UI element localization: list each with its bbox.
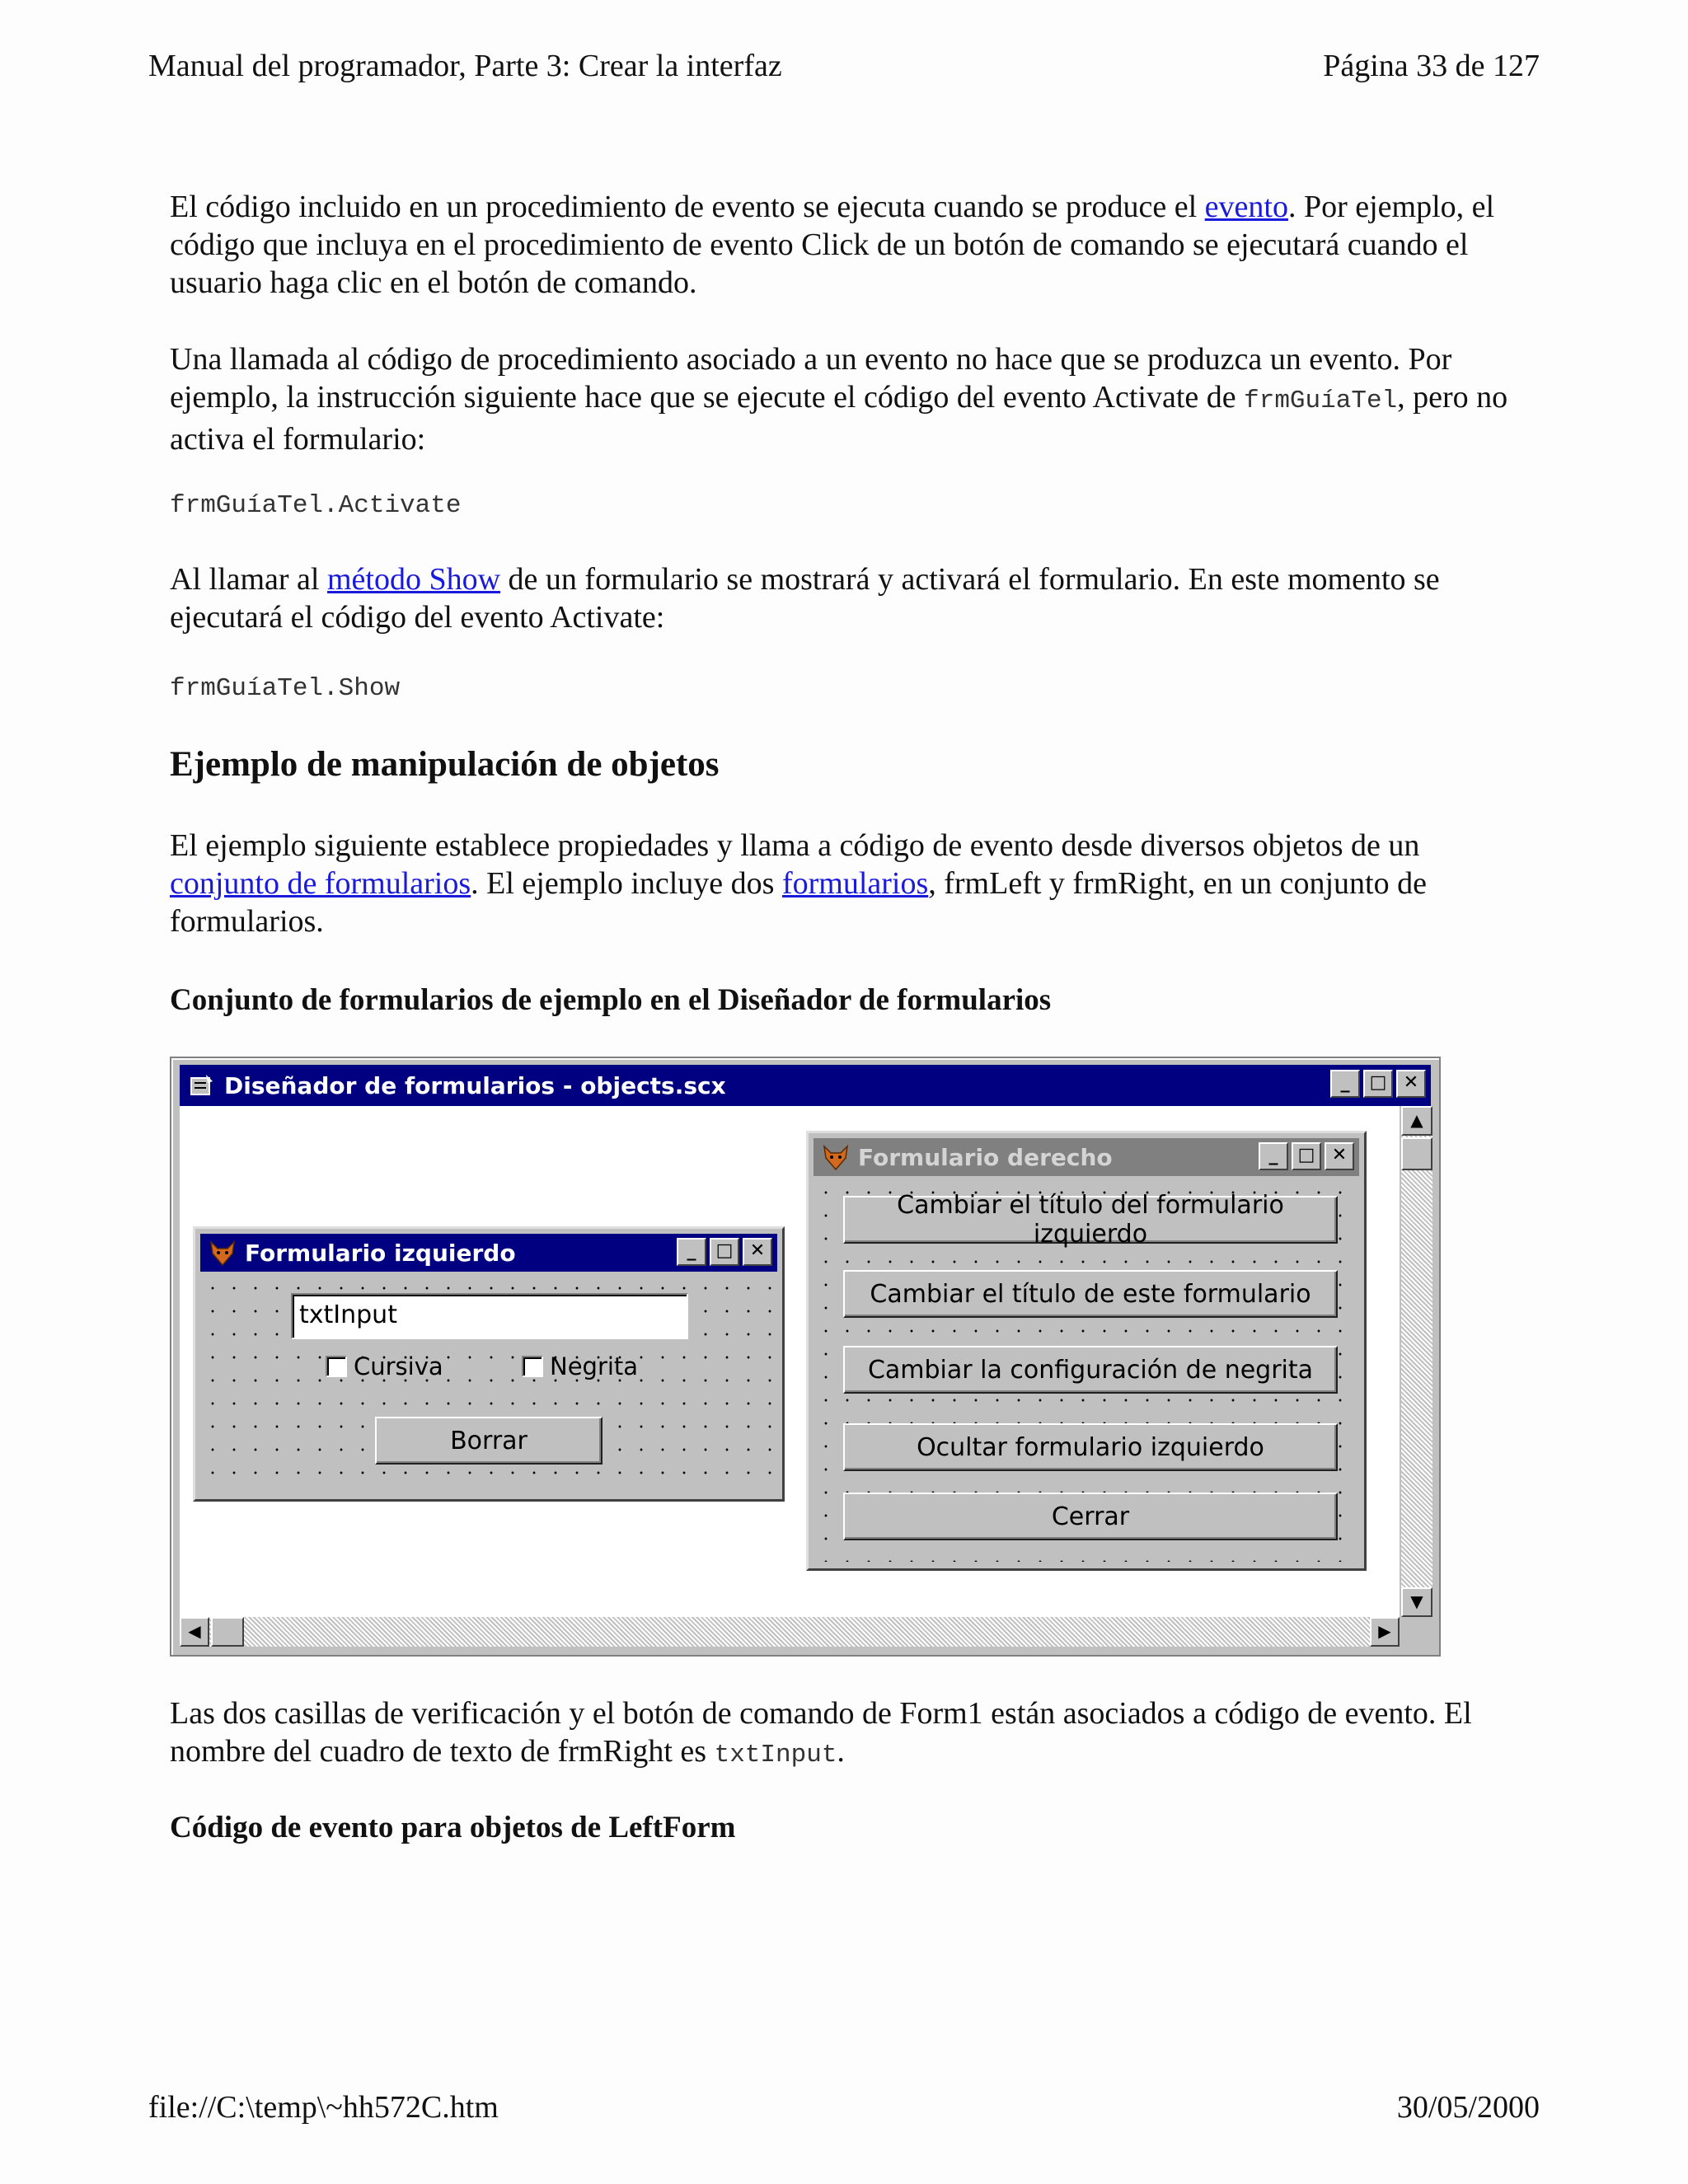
- horizontal-scrollbar[interactable]: [180, 1617, 1400, 1647]
- paragraph-event-code: [170, 188, 1530, 302]
- text: El ejemplo siguiente establece propiedades y llama a código de evento desde diversos objetos de un: [170, 828, 1420, 863]
- text: de un formulario se mostrará y activará el formulario. En este momento se ejecutará el código del evento Activate:: [170, 562, 1440, 635]
- paragraph-call-procedure: [170, 340, 1530, 458]
- minimize-icon[interactable]: _: [1259, 1142, 1288, 1170]
- vertical-scrollbar[interactable]: [1401, 1106, 1432, 1617]
- scroll-left-icon[interactable]: ◀: [180, 1617, 209, 1647]
- checkbox-label: Negrita: [550, 1352, 639, 1380]
- size-grip[interactable]: [1401, 1617, 1432, 1647]
- link-conjunto-formularios[interactable]: conjunto de formularios: [170, 866, 471, 901]
- paragraph-show-method: [170, 560, 1530, 636]
- text: . Por ejemplo, el código que incluya en el procedimiento de evento Click de un botón de comando se ejecutará cuando el usuario haga clic en el botón de comando.: [170, 190, 1495, 300]
- link-evento[interactable]: evento: [1204, 190, 1288, 224]
- change-bold-button[interactable]: Cambiar la configuración de negrita: [843, 1346, 1338, 1394]
- right-form-titlebar: [814, 1138, 1359, 1176]
- txtinput-textbox[interactable]: txtInput: [291, 1293, 688, 1339]
- code-activate: frmGuíaTel.Activate: [170, 491, 462, 520]
- left-form-titlebar: [200, 1234, 777, 1272]
- right-form-title: Formulario derecho: [858, 1143, 1113, 1171]
- change-this-title-button[interactable]: Cambiar el título de este formulario: [843, 1270, 1338, 1318]
- section-heading: Ejemplo de manipulación de objetos: [170, 745, 720, 784]
- section-subheading: Código de evento para objetos de LeftForm: [170, 1811, 736, 1844]
- change-left-title-button[interactable]: Cambiar el título del formulario izquierdo: [843, 1196, 1338, 1244]
- left-form[interactable]: [193, 1226, 785, 1502]
- inline-code: txtInput: [714, 1741, 837, 1769]
- text: , frmLeft y frmRight, en un conjunto de formularios.: [170, 866, 1427, 939]
- form-designer-window: [170, 1057, 1441, 1657]
- checkbox-box[interactable]: [522, 1356, 543, 1377]
- fox-icon: [209, 1239, 237, 1267]
- minimize-icon[interactable]: _: [677, 1238, 706, 1266]
- link-formularios[interactable]: formularios: [781, 866, 929, 901]
- page-number: Página 33 de 127: [1323, 49, 1540, 83]
- maximize-icon[interactable]: □: [710, 1238, 739, 1266]
- left-form-title: Formulario izquierdo: [245, 1239, 516, 1267]
- text: .: [837, 1734, 845, 1769]
- scroll-thumb-h[interactable]: [211, 1617, 244, 1647]
- minimize-icon[interactable]: _: [1330, 1070, 1360, 1098]
- checkbox-label: Cursiva: [354, 1352, 443, 1380]
- text: El código incluido en un procedimiento de evento se ejecuta cuando se produce el: [170, 190, 1205, 224]
- designer-titlebar: [180, 1065, 1431, 1106]
- text: Al llamar al: [170, 562, 327, 597]
- maximize-icon[interactable]: □: [1292, 1142, 1321, 1170]
- text: Una llamada al código de procedimiento asociado a un evento no hace que se produzca un evento. Por ejemplo, la instrucción siguiente hace que se ejecute el código del evento Activate de: [170, 342, 1452, 415]
- right-form[interactable]: [806, 1131, 1367, 1571]
- borrar-button[interactable]: Borrar: [375, 1417, 603, 1465]
- text: Las dos casillas de verificación y el botón de comando de Form1 están asociados a código de evento. El nombre del cuadro de texto de frmRight es: [170, 1696, 1472, 1769]
- code-show: frmGuíaTel.Show: [170, 674, 401, 703]
- scroll-thumb[interactable]: [1401, 1137, 1432, 1170]
- paragraph-example: [170, 827, 1530, 940]
- page-footer-date: 30/05/2000: [1396, 2090, 1540, 2125]
- page-footer-path: file://C:\temp\~hh572C.htm: [148, 2090, 499, 2125]
- maximize-icon[interactable]: □: [1363, 1070, 1393, 1098]
- close-icon[interactable]: ✕: [743, 1238, 772, 1266]
- text: , pero no activa el formulario:: [170, 380, 1508, 457]
- page-header-title: Manual del programador, Parte 3: Crear la interfaz: [148, 49, 782, 83]
- text: . El ejemplo incluye dos: [471, 866, 782, 901]
- figure-heading: Conjunto de formularios de ejemplo en el Diseñador de formularios: [170, 983, 1052, 1017]
- negrita-checkbox[interactable]: [522, 1352, 638, 1380]
- close-button[interactable]: Cerrar: [843, 1493, 1338, 1540]
- cursiva-checkbox[interactable]: [326, 1352, 443, 1380]
- designer-title: Diseñador de formularios - objects.scx: [224, 1071, 726, 1099]
- scroll-up-icon[interactable]: ▲: [1401, 1106, 1432, 1136]
- link-metodo-show[interactable]: método Show: [326, 562, 501, 597]
- close-icon[interactable]: ✕: [1325, 1142, 1354, 1170]
- inline-code: frmGuíaTel: [1244, 387, 1398, 415]
- scroll-down-icon[interactable]: ▼: [1401, 1587, 1432, 1617]
- paragraph-form1-events: [170, 1694, 1530, 1774]
- scroll-right-icon[interactable]: ▶: [1370, 1617, 1400, 1647]
- fox-icon: [822, 1143, 850, 1171]
- close-icon[interactable]: ✕: [1396, 1070, 1426, 1098]
- hide-left-form-button[interactable]: Ocultar formulario izquierdo: [843, 1423, 1338, 1471]
- checkbox-box[interactable]: [326, 1356, 347, 1377]
- designer-app-icon: [188, 1071, 216, 1099]
